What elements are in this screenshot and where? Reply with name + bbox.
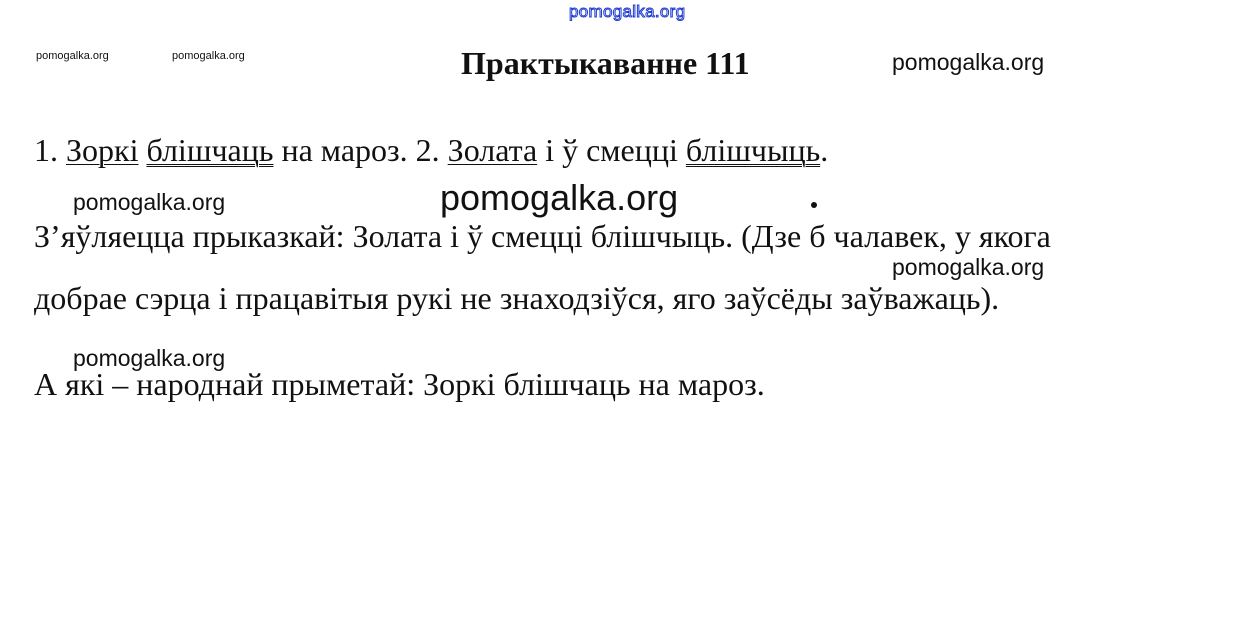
watermark-center: pomogalka.org — [440, 177, 679, 218]
sentence-middle-2: і ў смецці — [545, 132, 678, 168]
watermark-right-2: pomogalka.org — [892, 254, 1045, 280]
predicate-2: блішчыць — [685, 132, 821, 168]
sentence-rest-1: на мароз. — [281, 132, 408, 168]
predicate-1: блішчаць — [146, 132, 274, 168]
watermark-top: pomogalka.org — [569, 2, 686, 21]
subject-2: Золата — [447, 132, 538, 168]
sentence-number-1: 1. — [34, 132, 58, 168]
subject-1: Зоркі — [66, 132, 139, 168]
text-line-3: добрае сэрца і працавітыя рукі не знаходзіўся, яго заўсёды заўважаць). — [34, 280, 1000, 316]
sentence-line-1 — [34, 133, 828, 168]
sentence-number-2: 2. — [415, 132, 440, 168]
watermark-small-left-2: pomogalka.org — [172, 50, 245, 62]
watermark-small-left-1: pomogalka.org — [36, 50, 109, 62]
watermark-left-1: pomogalka.org — [73, 189, 226, 215]
text-line-4: А які – народнай прыметай: Зоркі блішчаць на мароз. — [34, 366, 765, 402]
sentence-end: . — [820, 132, 829, 168]
dot-mark — [811, 202, 817, 208]
page-title: Практыкаванне 111 — [461, 45, 750, 81]
watermark-right-1: pomogalka.org — [892, 49, 1045, 75]
watermark-left-2: pomogalka.org — [73, 345, 226, 371]
text-line-2: З’яўляецца прыказкай: Золата і ў смецці блішчыць. (Дзе б чалавек, у якога — [34, 218, 1051, 254]
